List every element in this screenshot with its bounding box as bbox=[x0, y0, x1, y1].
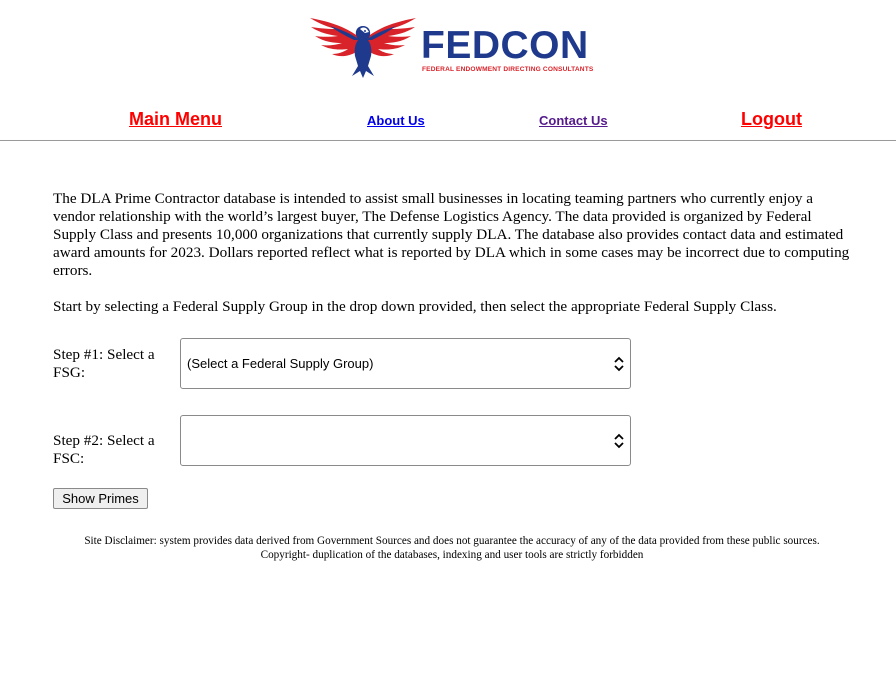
eagle-logo-icon bbox=[308, 14, 418, 80]
fsc-select[interactable] bbox=[180, 415, 631, 466]
disclaimer-text: Site Disclaimer: system provides data derived from Government Sources and does not guarantee the accuracy of any of the data provided from these public sources. bbox=[84, 535, 820, 547]
step1-label: Step #1: Select a FSG: bbox=[53, 346, 155, 381]
chevron-updown-icon bbox=[612, 356, 626, 372]
nav-logout-link[interactable]: Logout bbox=[741, 109, 802, 129]
top-nav bbox=[0, 104, 896, 141]
brand-tagline: FEDERAL ENDOWMENT DIRECTING CONSULTANTS bbox=[422, 66, 594, 73]
instruction-text: Start by selecting a Federal Supply Group in the drop down provided, then select the appropriate Federal Supply Class. bbox=[53, 298, 777, 315]
nav-about-us-link[interactable]: About Us bbox=[367, 113, 425, 128]
copyright-text: Copyright- duplication of the databases, indexing and user tools are strictly forbidden bbox=[260, 549, 644, 561]
brand-name: FEDCON bbox=[421, 24, 589, 67]
chevron-updown-icon bbox=[612, 433, 626, 449]
intro-paragraph: The DLA Prime Contractor database is intended to assist small businesses in locating teaming partners who currently enjoy a vendor relationship with the world’s largest buyer, The Defense Logistics Agency. The data provided is organized by Federal Supply Class and presents 10,000 organizations that currently supply DLA. The database also provides contact data and estimated award amounts for 2023. Dollars reported reflect what is reported by DLA which in some cases may be incorrect due to computing errors. bbox=[53, 190, 850, 279]
show-primes-button[interactable]: Show Primes bbox=[53, 488, 148, 509]
fsg-select-value: (Select a Federal Supply Group) bbox=[187, 356, 374, 371]
fsg-select[interactable] bbox=[180, 338, 631, 389]
fedcon-logo bbox=[308, 14, 598, 82]
nav-main-menu-link[interactable]: Main Menu bbox=[129, 109, 222, 129]
step2-label: Step #2: Select a FSC: bbox=[53, 432, 155, 467]
site-disclaimer bbox=[0, 534, 896, 562]
nav-contact-us-link[interactable]: Contact Us bbox=[539, 113, 608, 128]
